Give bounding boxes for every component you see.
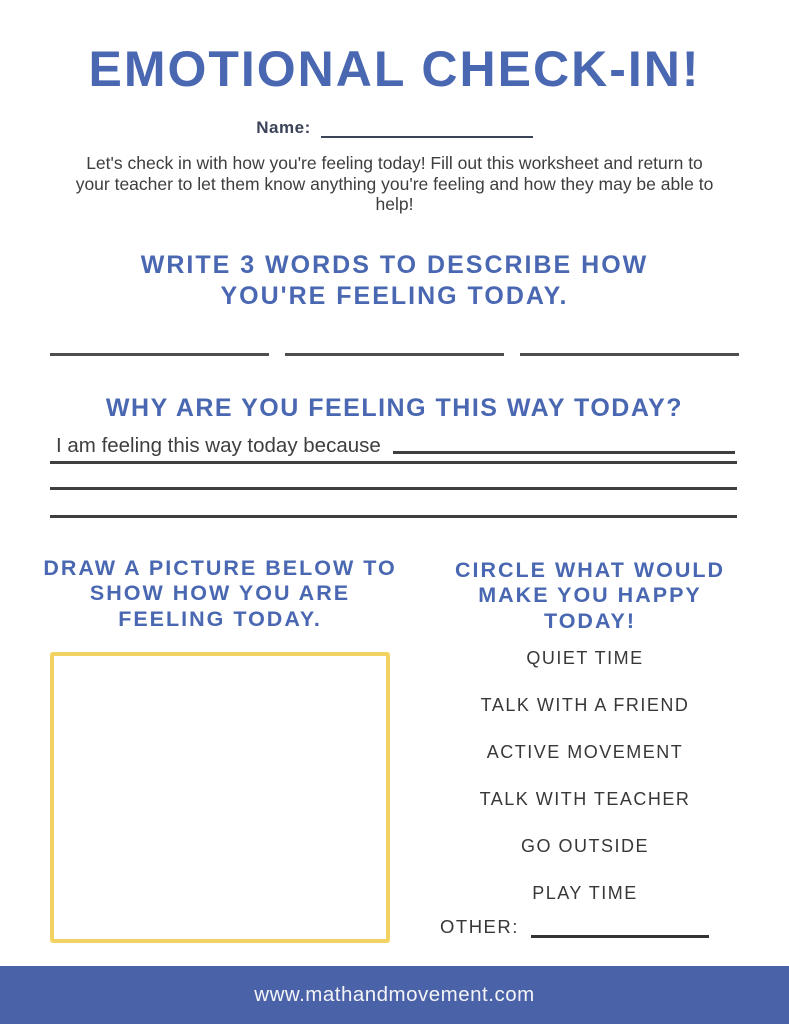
other-blank-line: [531, 922, 709, 938]
footer-bar: [0, 966, 789, 1024]
other-label: OTHER:: [440, 916, 519, 937]
option-talk-with-teacher: TALK WITH TEACHER: [479, 789, 691, 809]
why-prompt-row: [50, 430, 737, 464]
word-blank-line-2: [285, 340, 504, 356]
option-active-movement: ACTIVE MOVEMENT: [486, 742, 684, 762]
intro-text: Let's check in with how you're feeling today! Fill out this worksheet and return to your teacher to let them know anything you're feeling and how they may be able to help!: [75, 153, 714, 215]
word-blank-line-1: [50, 340, 269, 356]
other-row: [440, 916, 709, 938]
option-go-outside: GO OUTSIDE: [520, 836, 649, 856]
option-talk-with-a-friend: TALK WITH A FRIEND: [480, 695, 690, 715]
footer-url: www.mathandmovement.com: [254, 983, 535, 1006]
name-blank-line: [321, 120, 533, 138]
draw-heading: DRAW A PICTURE BELOW TO SHOW HOW YOU ARE FEELING TODAY.: [43, 556, 397, 631]
three-word-blanks: [50, 340, 739, 356]
three-words-heading: WRITE 3 WORDS TO DESCRIBE HOW YOU'RE FEELING TODAY.: [140, 251, 649, 310]
drawing-box: [50, 652, 390, 943]
why-blank-line-2: [50, 462, 737, 490]
why-blank-line-3: [50, 490, 737, 518]
name-label: Name:: [256, 118, 311, 137]
page-title: EMOTIONAL CHECK-IN!: [88, 41, 701, 97]
option-quiet-time: QUIET TIME: [526, 648, 644, 668]
why-heading: WHY ARE YOU FEELING THIS WAY TODAY?: [105, 394, 684, 422]
word-blank-line-3: [520, 340, 739, 356]
option-play-time: PLAY TIME: [532, 883, 638, 903]
name-row: [0, 118, 789, 138]
happy-options-list: [420, 648, 750, 930]
why-prompt-text: I am feeling this way today because: [56, 434, 381, 457]
why-blank-line-1: [393, 451, 735, 454]
circle-heading: CIRCLE WHAT WOULD MAKE YOU HAPPY TODAY!: [454, 558, 726, 633]
